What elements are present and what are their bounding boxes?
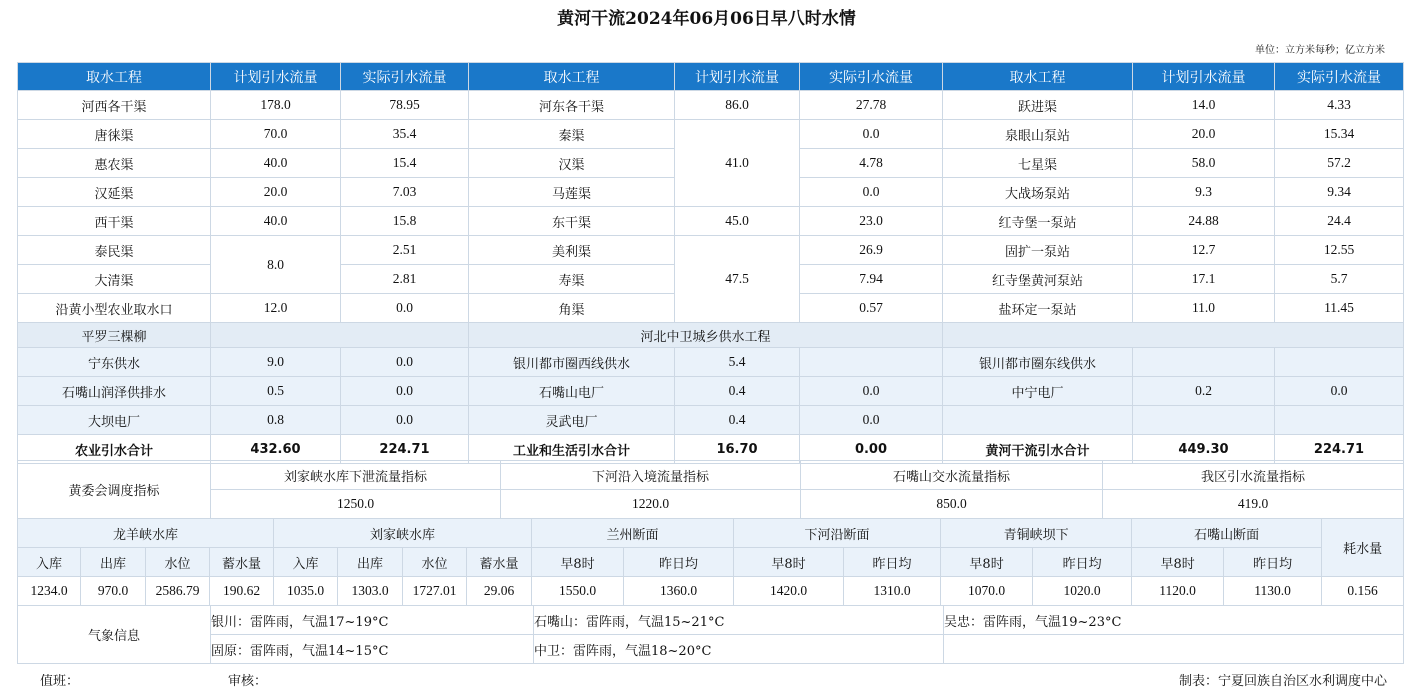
header-cell: 取水工程 <box>469 63 675 91</box>
dispatch-header: 我区引水流量指标 <box>1103 461 1404 490</box>
station-group: 兰州断面 <box>532 519 734 548</box>
project-name: 沿黄小型农业取水口 <box>18 294 211 323</box>
station-value: 1310.0 <box>844 577 941 606</box>
actual-flow: 0.0 <box>800 406 943 435</box>
planned-flow: 24.88 <box>1133 207 1275 236</box>
table-row <box>18 91 1404 120</box>
table-row <box>18 120 1404 149</box>
project-name <box>943 406 1133 435</box>
planned-flow: 178.0 <box>211 91 341 120</box>
actual-flow: 12.55 <box>1275 236 1404 265</box>
dispatch-table <box>17 460 1404 519</box>
weather-item: 银川：雷阵雨，气温17~19°C <box>211 606 534 635</box>
station-value: 29.06 <box>467 577 532 606</box>
planned-flow: 12.7 <box>1133 236 1275 265</box>
planned-flow: 9.0 <box>211 348 341 377</box>
planned-flow: 8.0 <box>211 236 341 294</box>
station-value: 2586.79 <box>146 577 210 606</box>
project-name: 泉眼山泵站 <box>943 120 1133 149</box>
station-value: 970.0 <box>81 577 146 606</box>
actual-flow: 4.78 <box>800 149 943 178</box>
station-value: 1550.0 <box>532 577 624 606</box>
weather-table <box>17 605 1404 664</box>
table-row <box>18 236 1404 265</box>
project-name: 汉延渠 <box>18 178 211 207</box>
station-value: 1070.0 <box>941 577 1033 606</box>
station-group: 青铜峡坝下 <box>941 519 1132 548</box>
actual-flow: 15.34 <box>1275 120 1404 149</box>
planned-flow: 0.2 <box>1133 377 1275 406</box>
planned-flow: 0.5 <box>211 377 341 406</box>
total-label: 工业和生活引水合计 <box>469 435 675 464</box>
station-subheader: 早8时 <box>734 548 844 577</box>
total-value: 224.71 <box>341 435 469 464</box>
dispatch-header: 刘家峡水库下泄流量指标 <box>211 461 501 490</box>
planned-flow: 0.4 <box>675 377 800 406</box>
planned-flow: 17.1 <box>1133 265 1275 294</box>
actual-flow: 11.45 <box>1275 294 1404 323</box>
header-cell: 计划引水流量 <box>675 63 800 91</box>
project-name: 汉渠 <box>469 149 675 178</box>
planned-flow <box>1133 348 1275 377</box>
water-consumption-value: 0.156 <box>1322 577 1404 606</box>
project-name: 石嘴山润泽供排水 <box>18 377 211 406</box>
planned-flow: 58.0 <box>1133 149 1275 178</box>
station-subheader: 蓄水量 <box>467 548 532 577</box>
project-name: 美利渠 <box>469 236 675 265</box>
planned-flow: 9.3 <box>1133 178 1275 207</box>
project-name: 银川都市圈东线供水 <box>943 348 1133 377</box>
actual-flow: 23.0 <box>800 207 943 236</box>
station-subheader: 早8时 <box>532 548 624 577</box>
actual-flow: 7.94 <box>800 265 943 294</box>
planned-flow: 40.0 <box>211 207 341 236</box>
station-subheader: 出库 <box>81 548 146 577</box>
sub-header-label: 平罗三棵柳 <box>18 323 211 348</box>
station-group: 下河沿断面 <box>734 519 941 548</box>
project-name: 河东各干渠 <box>469 91 675 120</box>
actual-flow: 57.2 <box>1275 149 1404 178</box>
planned-flow: 14.0 <box>1133 91 1275 120</box>
station-subheader: 出库 <box>338 548 403 577</box>
main-table <box>17 62 1404 464</box>
project-name: 红寺堡一泵站 <box>943 207 1133 236</box>
station-subheader: 水位 <box>146 548 210 577</box>
project-name: 大清渠 <box>18 265 211 294</box>
page-title: 黄河干流2024年06月06日早八时水情 <box>557 9 856 29</box>
actual-flow: 0.0 <box>341 294 469 323</box>
actual-flow <box>800 348 943 377</box>
actual-flow: 9.34 <box>1275 178 1404 207</box>
station-value: 1360.0 <box>624 577 734 606</box>
actual-flow: 0.0 <box>341 348 469 377</box>
planned-flow: 45.0 <box>675 207 800 236</box>
header-cell: 计划引水流量 <box>211 63 341 91</box>
station-subheader: 蓄水量 <box>210 548 274 577</box>
dispatch-value: 1250.0 <box>211 490 501 519</box>
planned-flow: 5.4 <box>675 348 800 377</box>
actual-flow: 4.33 <box>1275 91 1404 120</box>
project-name: 固扩一泵站 <box>943 236 1133 265</box>
actual-flow: 35.4 <box>341 120 469 149</box>
actual-flow: 7.03 <box>341 178 469 207</box>
project-name: 秦渠 <box>469 120 675 149</box>
dispatch-value: 850.0 <box>801 490 1103 519</box>
station-subheader: 水位 <box>403 548 467 577</box>
weather-item: 中卫：雷阵雨，气温18~20°C <box>534 635 944 664</box>
planned-flow: 70.0 <box>211 120 341 149</box>
table-row <box>18 577 1404 606</box>
station-value: 1727.01 <box>403 577 467 606</box>
station-subheader: 入库 <box>18 548 81 577</box>
station-value: 1303.0 <box>338 577 403 606</box>
project-name: 西干渠 <box>18 207 211 236</box>
actual-flow: 24.4 <box>1275 207 1404 236</box>
header-cell: 实际引水流量 <box>1275 63 1404 91</box>
station-group: 龙羊峡水库 <box>18 519 274 548</box>
actual-flow <box>1275 406 1404 435</box>
project-name: 大战场泵站 <box>943 178 1133 207</box>
actual-flow: 78.95 <box>341 91 469 120</box>
planned-flow: 0.4 <box>675 406 800 435</box>
planned-flow: 86.0 <box>675 91 800 120</box>
station-subheader: 早8时 <box>1132 548 1224 577</box>
weather-item: 石嘴山：雷阵雨，气温15~21°C <box>534 606 944 635</box>
project-name: 灵武电厂 <box>469 406 675 435</box>
actual-flow: 0.0 <box>800 178 943 207</box>
table-row <box>18 348 1404 377</box>
sub-header-label: 河北中卫城乡供水工程 <box>469 323 943 348</box>
project-name: 马莲渠 <box>469 178 675 207</box>
station-group: 刘家峡水库 <box>274 519 532 548</box>
dispatch-header: 石嘴山交水流量指标 <box>801 461 1103 490</box>
station-value: 1035.0 <box>274 577 338 606</box>
project-name: 七星渠 <box>943 149 1133 178</box>
station-value: 1020.0 <box>1033 577 1132 606</box>
station-subheader: 昨日均 <box>624 548 734 577</box>
actual-flow: 2.51 <box>341 236 469 265</box>
reviewer-label: 审核： <box>228 674 268 689</box>
total-label: 农业引水合计 <box>18 435 211 464</box>
project-name: 盐环定一泵站 <box>943 294 1133 323</box>
actual-flow: 0.0 <box>800 377 943 406</box>
maker-label: 制表：宁夏回族自治区水利调度中心 <box>1178 674 1387 689</box>
planned-flow: 12.0 <box>211 294 341 323</box>
dispatch-value: 1220.0 <box>501 490 801 519</box>
project-name: 东干渠 <box>469 207 675 236</box>
dispatch-label: 黄委会调度指标 <box>18 461 211 519</box>
header-cell: 计划引水流量 <box>1133 63 1275 91</box>
total-value: 449.30 <box>1133 435 1275 464</box>
station-subheader: 早8时 <box>941 548 1033 577</box>
actual-flow: 0.0 <box>800 120 943 149</box>
weather-label: 气象信息 <box>18 606 211 664</box>
unit-note: 单位：立方米每秒；亿立方米 <box>1255 45 1385 56</box>
planned-flow: 20.0 <box>211 178 341 207</box>
project-name: 宁东供水 <box>18 348 211 377</box>
total-label: 黄河干流引水合计 <box>943 435 1133 464</box>
project-name: 角渠 <box>469 294 675 323</box>
actual-flow: 26.9 <box>800 236 943 265</box>
planned-flow: 0.8 <box>211 406 341 435</box>
project-name: 红寺堡黄河泵站 <box>943 265 1133 294</box>
weather-item <box>944 635 1404 664</box>
table-row <box>18 377 1404 406</box>
project-name: 唐徕渠 <box>18 120 211 149</box>
station-value: 1120.0 <box>1132 577 1224 606</box>
planned-flow <box>1133 406 1275 435</box>
planned-flow: 40.0 <box>211 149 341 178</box>
header-cell: 取水工程 <box>943 63 1133 91</box>
actual-flow: 2.81 <box>341 265 469 294</box>
sub-header-row <box>18 323 1404 348</box>
actual-flow: 0.0 <box>341 377 469 406</box>
actual-flow: 15.8 <box>341 207 469 236</box>
header-cell: 实际引水流量 <box>341 63 469 91</box>
planned-flow: 41.0 <box>675 120 800 207</box>
dispatch-value: 419.0 <box>1103 490 1404 519</box>
project-name: 寿渠 <box>469 265 675 294</box>
project-name: 石嘴山电厂 <box>469 377 675 406</box>
planned-flow: 47.5 <box>675 236 800 323</box>
station-group: 石嘴山断面 <box>1132 519 1322 548</box>
weather-item: 吴忠：雷阵雨，气温19~23°C <box>944 606 1404 635</box>
station-subheader: 入库 <box>274 548 338 577</box>
station-group: 耗水量 <box>1322 519 1404 577</box>
project-name: 河西各干渠 <box>18 91 211 120</box>
project-name: 大坝电厂 <box>18 406 211 435</box>
project-name: 银川都市圈西线供水 <box>469 348 675 377</box>
project-name: 跃进渠 <box>943 91 1133 120</box>
station-value: 1130.0 <box>1224 577 1322 606</box>
planned-flow: 20.0 <box>1133 120 1275 149</box>
station-value: 1420.0 <box>734 577 844 606</box>
station-subheader: 昨日均 <box>844 548 941 577</box>
actual-flow: 0.57 <box>800 294 943 323</box>
reservoir-table <box>17 518 1404 606</box>
actual-flow: 0.0 <box>341 406 469 435</box>
dispatch-header: 下河沿入境流量指标 <box>501 461 801 490</box>
project-name: 中宁电厂 <box>943 377 1133 406</box>
weather-item: 固原：雷阵雨，气温14~15°C <box>211 635 534 664</box>
total-value: 0.00 <box>800 435 943 464</box>
total-value: 224.71 <box>1275 435 1404 464</box>
total-value: 16.70 <box>675 435 800 464</box>
station-value: 1234.0 <box>18 577 81 606</box>
table-row <box>18 207 1404 236</box>
project-name: 泰民渠 <box>18 236 211 265</box>
total-value: 432.60 <box>211 435 341 464</box>
table-row <box>18 406 1404 435</box>
header-cell: 实际引水流量 <box>800 63 943 91</box>
planned-flow: 11.0 <box>1133 294 1275 323</box>
station-value: 190.62 <box>210 577 274 606</box>
station-subheader: 昨日均 <box>1033 548 1132 577</box>
actual-flow <box>1275 348 1404 377</box>
project-name: 惠农渠 <box>18 149 211 178</box>
actual-flow: 0.0 <box>1275 377 1404 406</box>
actual-flow: 15.4 <box>341 149 469 178</box>
on-duty-label: 值班： <box>40 674 80 689</box>
actual-flow: 27.78 <box>800 91 943 120</box>
actual-flow: 5.7 <box>1275 265 1404 294</box>
header-cell: 取水工程 <box>18 63 211 91</box>
station-subheader: 昨日均 <box>1224 548 1322 577</box>
